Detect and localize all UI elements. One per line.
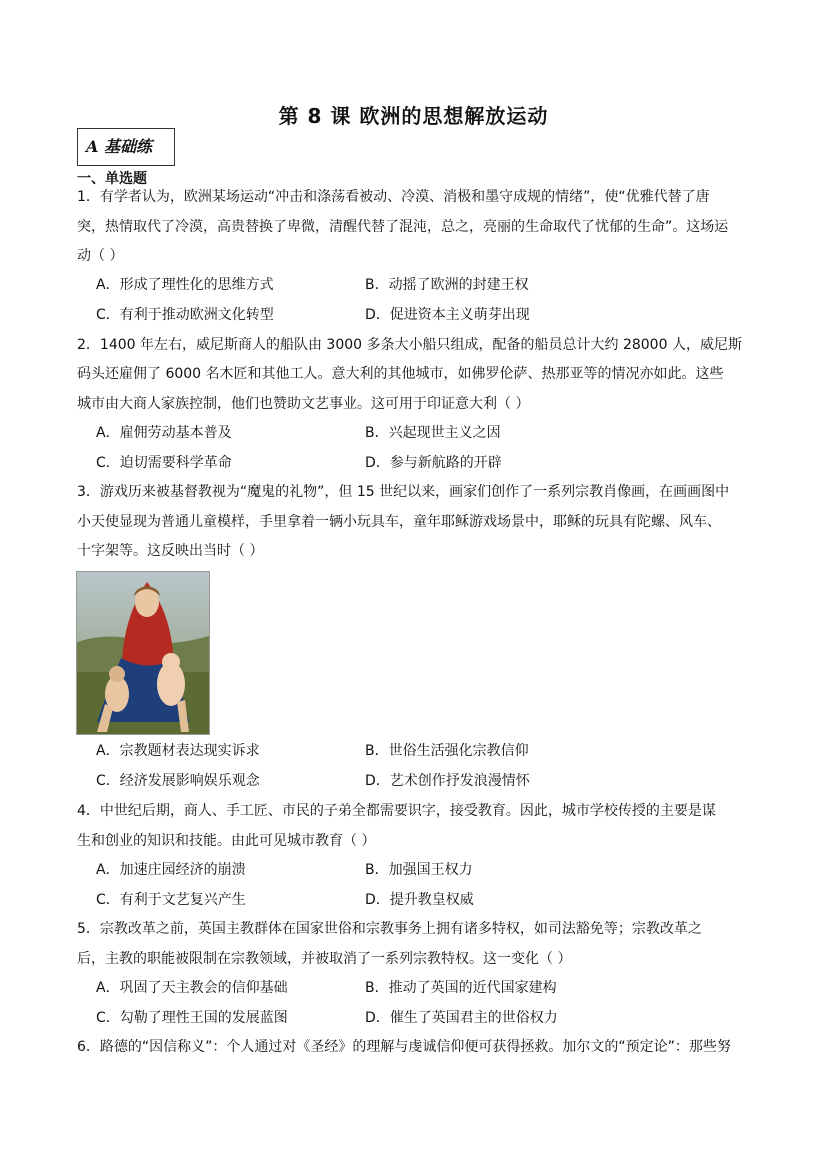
option-d[interactable]: D．促进资本主义萌芽出现 (365, 307, 530, 323)
painting-illustration (77, 572, 209, 734)
option-c[interactable]: C．有利于推动欧洲文化转型 (96, 307, 274, 323)
question-text-line: 动（ ） (77, 248, 124, 264)
option-a[interactable]: A．形成了理性化的思维方式 (96, 277, 274, 293)
option-c[interactable]: C．迫切需要科学革命 (96, 455, 232, 471)
question-text-line: 生和创业的知识和技能。由此可见城市教育（ ） (77, 833, 376, 849)
option-b[interactable]: B．动摇了欧洲的封建王权 (365, 277, 529, 293)
option-a[interactable]: A．雇佣劳动基本普及 (96, 425, 232, 441)
question-text-line: 小天使显现为普通儿童模样，手里拿着一辆小玩具车，童年耶稣游戏场景中，耶稣的玩具有陀螺、风车、 (77, 514, 721, 530)
question-text-line: 十字架等。这反映出当时（ ） (77, 543, 264, 559)
option-d[interactable]: D．艺术创作抒发浪漫情怀 (365, 773, 530, 789)
option-b[interactable]: B．推动了英国的近代国家建构 (365, 980, 557, 996)
question-text-line: 后，主教的职能被限制在宗教领域，并被取消了一系列宗教特权。这一变化（ ） (77, 951, 572, 967)
option-d[interactable]: D．参与新航路的开辟 (365, 455, 502, 471)
question-text-line: 城市由大商人家族控制，他们也赞助文艺事业。这可用于印证意大利（ ） (77, 396, 530, 412)
question-text-line: 突，热情取代了冷漠，高贵替换了卑微，清醒代替了混沌，总之，亮丽的生命取代了忧郁的生命”。这场运 (77, 219, 729, 235)
option-c[interactable]: C．有利于文艺复兴产生 (96, 892, 246, 908)
question-text-line: 码头还雇佣了 6000 名木匠和其他工人。意大利的其他城市，如佛罗伦萨、热那亚等的情况亦如此。这些 (77, 366, 724, 382)
section-heading: 一、单选题 (77, 171, 147, 187)
question-text-line: 1．有学者认为，欧洲某场运动“冲击和涤荡看被动、冷漠、消极和墨守成规的情绪”，使“优雅代替了唐 (77, 189, 710, 205)
level-badge (77, 128, 175, 166)
question-text-line: 3．游戏历来被基督教视为“魔鬼的礼物”，但 15 世纪以来，画家们创作了一系列宗教肖像画，在画画图中 (77, 484, 730, 500)
option-c[interactable]: C．经济发展影响娱乐观念 (96, 773, 260, 789)
option-a[interactable]: A．加速庄园经济的崩溃 (96, 862, 246, 878)
question-text-line: 6．路德的“因信称义”：个人通过对《圣经》的理解与虔诚信仰便可获得拯救。加尔文的“预定论”：那些努 (77, 1039, 731, 1055)
option-d[interactable]: D．提升教皇权威 (365, 892, 474, 908)
question-text-line: 2．1400 年左右，威尼斯商人的船队由 3000 多条大小船只组成，配备的船员总计大约 28000 人，威尼斯 (77, 337, 742, 353)
option-b[interactable]: B．兴起现世主义之因 (365, 425, 501, 441)
question-text-line: 5．宗教改革之前，英国主教群体在国家世俗和宗教事务上拥有诸多特权，如司法豁免等；宗教改革之 (77, 921, 702, 937)
level-badge-label: A 基础练 (86, 137, 152, 156)
option-b[interactable]: B．加强国王权力 (365, 862, 473, 878)
option-c[interactable]: C．勾勒了理性王国的发展蓝图 (96, 1010, 288, 1026)
option-b[interactable]: B．世俗生活强化宗教信仰 (365, 743, 529, 759)
page-title: 第 8 课 欧洲的思想解放运动 (278, 104, 549, 128)
option-d[interactable]: D．催生了英国君主的世俗权力 (365, 1010, 558, 1026)
option-a[interactable]: A．巩固了天主教会的信仰基础 (96, 980, 288, 996)
madonna-painting-image (76, 571, 210, 735)
option-a[interactable]: A．宗教题材表达现实诉求 (96, 743, 260, 759)
question-text-line: 4．中世纪后期，商人、手工匠、市民的子弟全都需要识字，接受教育。因此，城市学校传授的主要是谋 (77, 803, 716, 819)
